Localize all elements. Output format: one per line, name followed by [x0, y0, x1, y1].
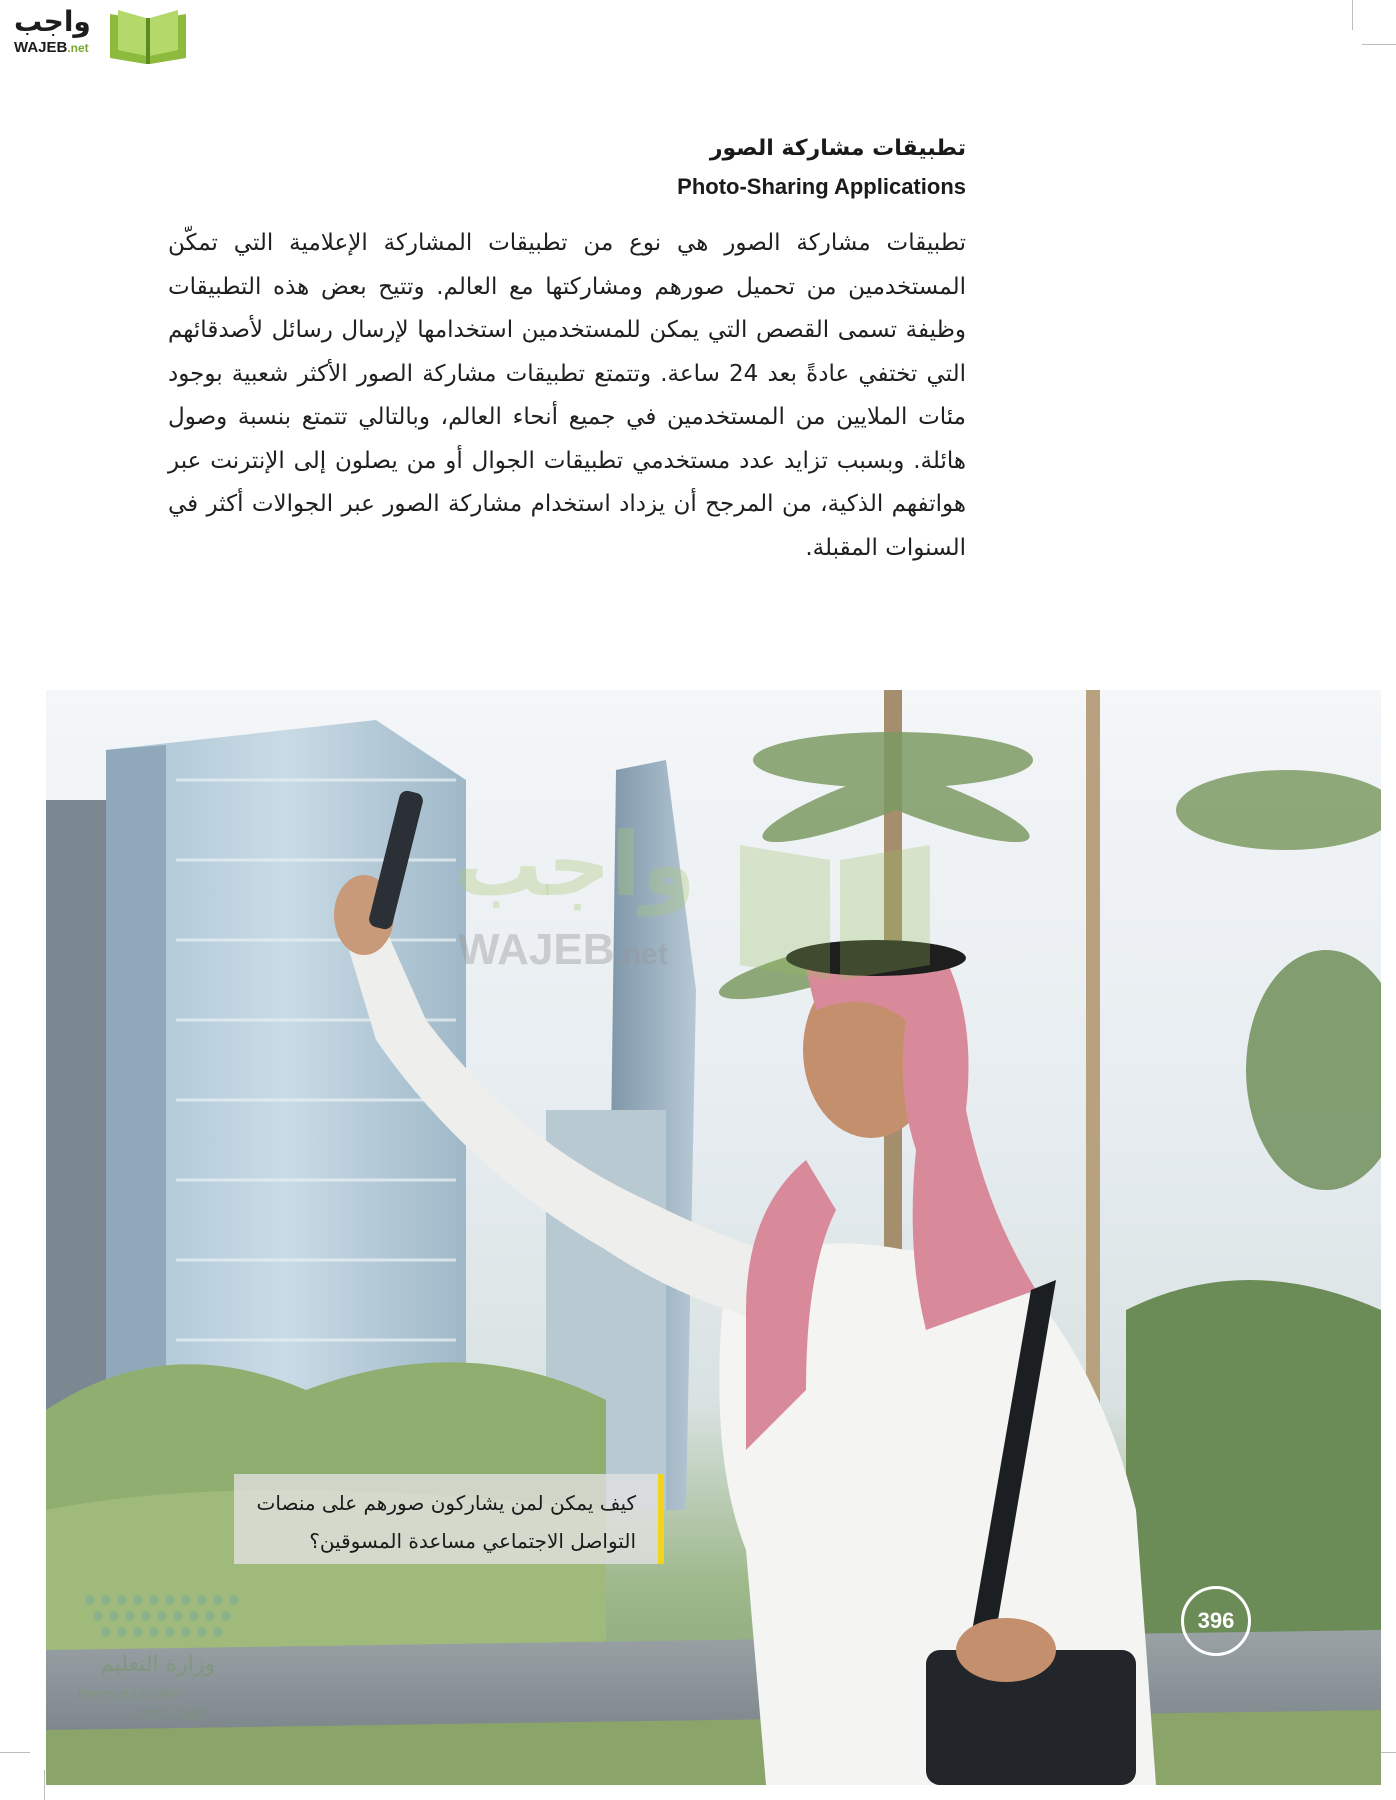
watermark-book-icon — [730, 815, 940, 985]
page-number: 396 — [1181, 1586, 1251, 1656]
watermark-english: WAJEB.net — [458, 925, 668, 974]
section-paragraph: تطبيقات مشاركة الصور هي نوع من تطبيقات المشاركة الإعلامية التي تمكّن المستخدمين من تحميل صورهم ومشاركتها مع العالم. وتتيح بعض هذه التطبيقات وظيفة تسمى القصص التي يمكن للمستخدمين استخدامها لإرسال رسائل لأصدقائهم التي تختفي عادةً بعد 24 ساعة. وتتمتع تطبيقات مشاركة الصور الأكثر شعبية بوجود مئات الملايين من المستخدمين في جميع أنحاء العالم، وبالتالي تتمتع بنسبة وصول هائلة. وبسبب تزايد عدد مستخدمي تطبيقات الجوال أو من يصلون إلى الإنترنت عبر هواتفهم الذكية، من المرجح أن يزداد استخدام مشاركة الصور عبر الجوالات أكثر في السنوات المقبلة. — [168, 230, 966, 561]
book-icon — [106, 6, 190, 66]
crop-mark-bottom-left — [0, 1752, 30, 1753]
ministry-year: 2025 - 1447 — [140, 1708, 205, 1722]
watermark — [450, 815, 950, 985]
crop-mark-top-right — [1362, 44, 1396, 45]
ministry-name-english: Ministry of Education — [78, 1688, 181, 1700]
caption-line-2: التواصل الاجتماعي مساعدة المسوقين؟ — [309, 1529, 636, 1553]
ministry-logo — [70, 1580, 260, 1730]
logo-english: WAJEB.net — [14, 39, 89, 56]
section-title-arabic: تطبيقات مشاركة الصور — [709, 136, 966, 161]
logo-arabic: واجب — [14, 5, 91, 38]
ministry-emblem-icon — [70, 1580, 260, 1650]
logo-text — [14, 4, 91, 56]
section-title-english: Photo-Sharing Applications — [677, 174, 966, 199]
site-logo[interactable] — [10, 4, 190, 68]
caption-line-1: كيف يمكن لمن يشاركون صورهم على منصات — [256, 1491, 636, 1515]
figure-caption — [234, 1474, 664, 1564]
crop-mark-bottom-left-v — [44, 1770, 45, 1800]
ministry-name-arabic: وزارة التعليم — [100, 1652, 216, 1677]
crop-mark-top — [1352, 0, 1353, 30]
watermark-arabic: واجب — [454, 813, 696, 916]
